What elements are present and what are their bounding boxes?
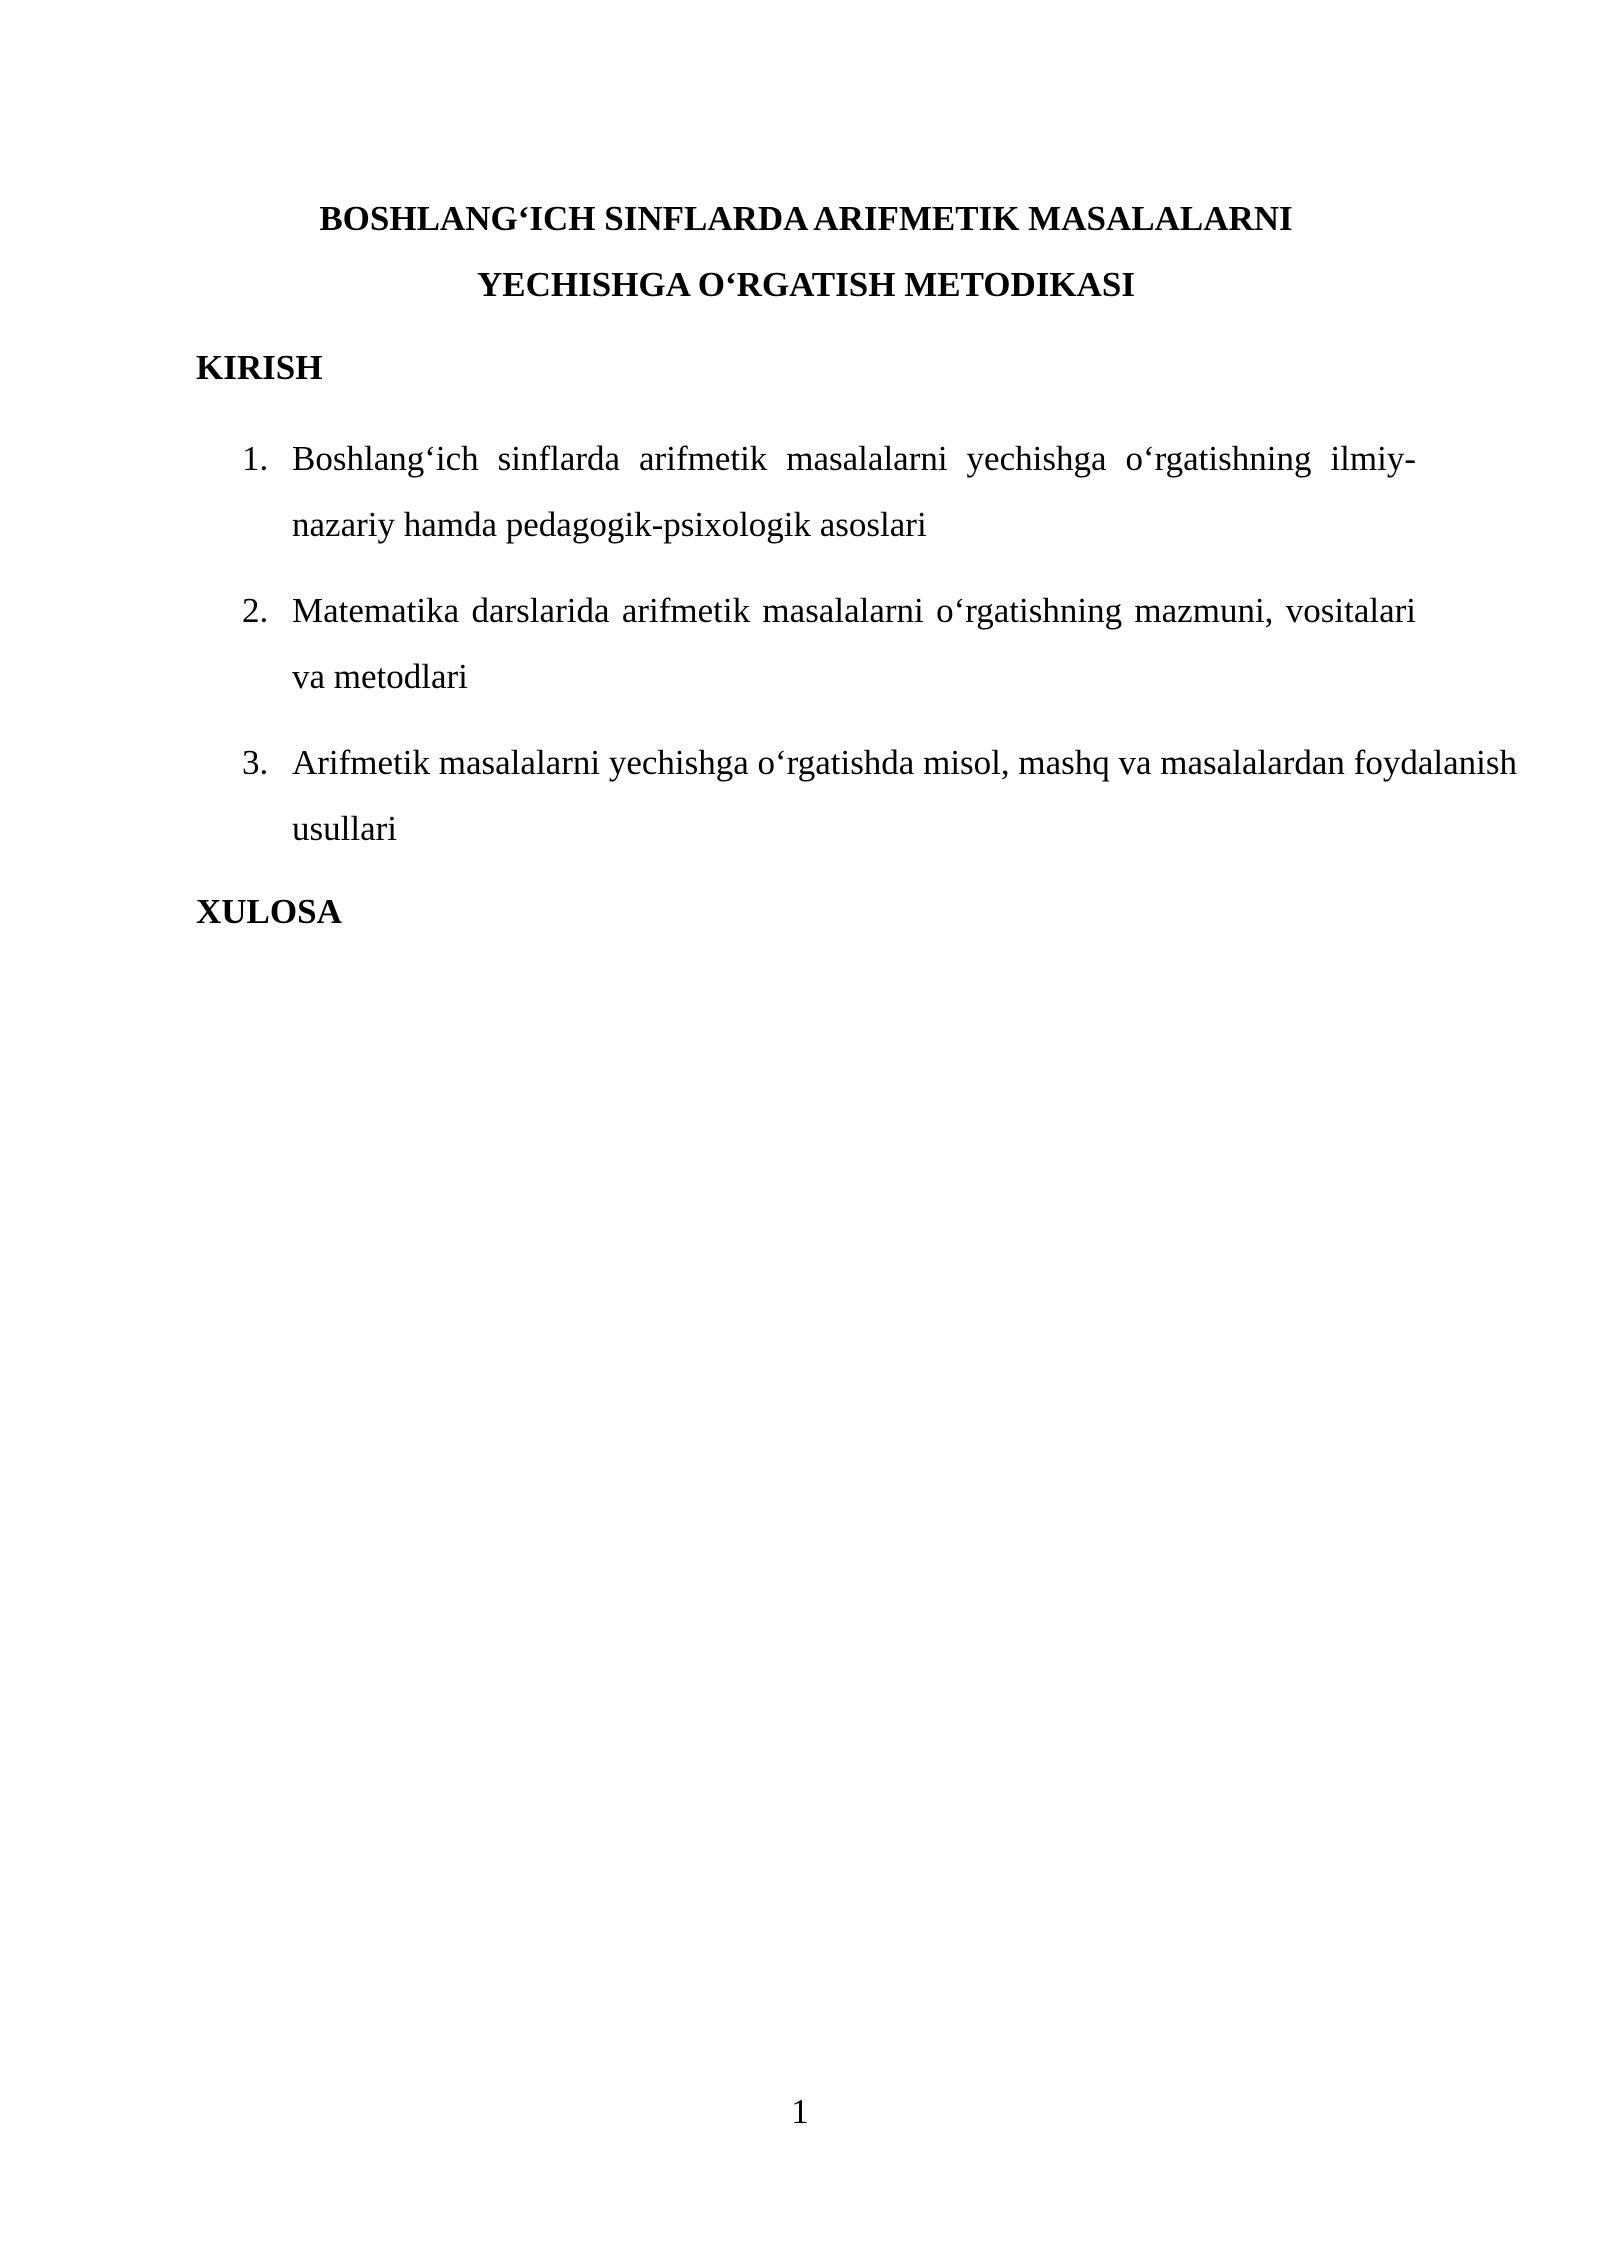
page-number: 1 — [791, 2092, 809, 2131]
toc-item-1 — [196, 426, 1416, 558]
document-title-line-2: YECHISHGA O‘RGATISH METODIKASI — [476, 265, 1135, 304]
intro-heading: KIRISH — [196, 348, 323, 387]
table-of-contents — [196, 426, 1517, 882]
document-title-line-1: BOSHLANG‘ICH SINFLARDA ARIFMETIK MASALALARNI — [319, 199, 1293, 238]
toc-item-number: 3. — [242, 743, 269, 782]
toc-item-text: Boshlang‘ich sinflarda arifmetik masalalarni yechishga o‘rgatishning ilmiy-nazariy hamda pedagogik-psixologik asoslari — [292, 439, 1416, 544]
toc-item-3 — [196, 730, 1517, 862]
toc-item-text: Matematika darslarida arifmetik masalalarni o‘rgatishning mazmuni, vositalari va metodlari — [292, 591, 1416, 696]
toc-item-number: 1. — [242, 439, 269, 478]
toc-item-number: 2. — [242, 591, 269, 630]
toc-item-text: Arifmetik masalalarni yechishga o‘rgatishda misol, mashq va masalalardan foydalanish usullari — [292, 743, 1517, 848]
document-title — [196, 186, 1416, 318]
conclusion-heading: XULOSA — [196, 892, 342, 931]
toc-item-2 — [196, 578, 1416, 710]
